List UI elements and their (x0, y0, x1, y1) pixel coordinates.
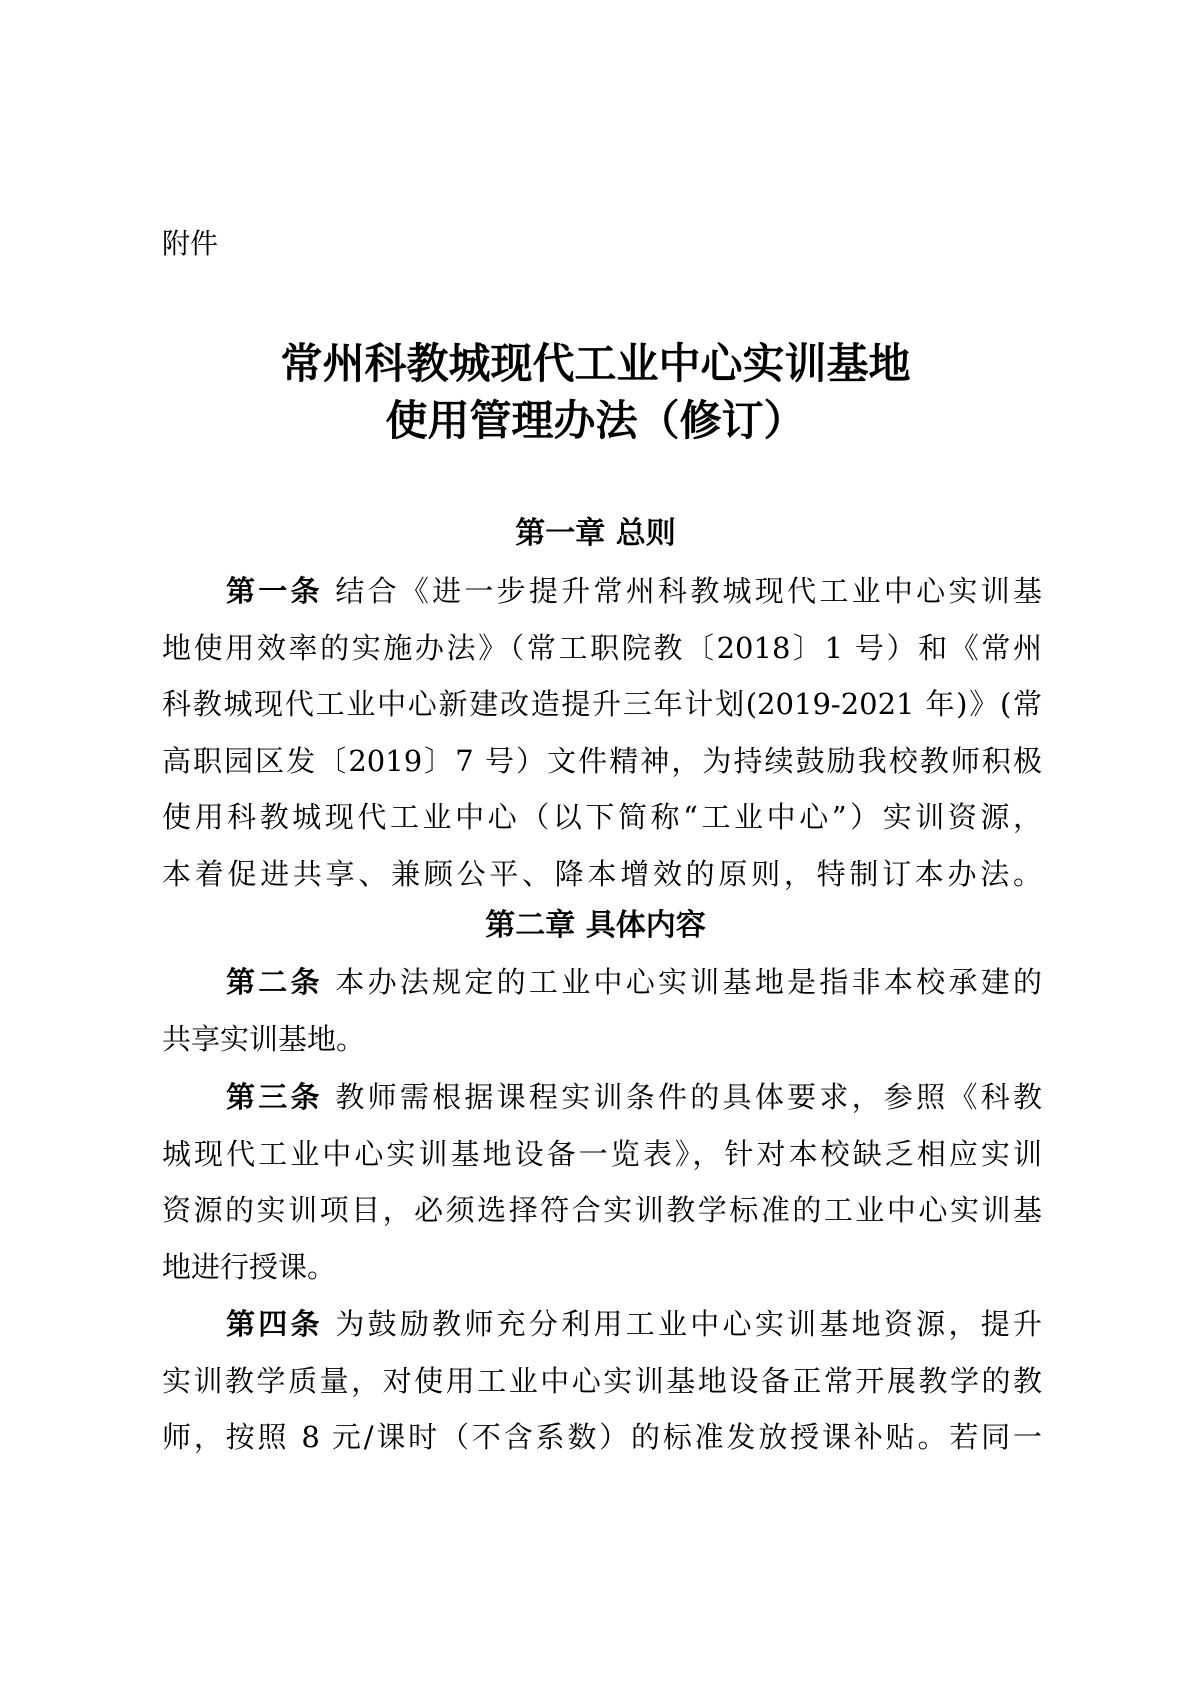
document-title-line-1: 常州科教城现代工业中心实训基地 (280, 339, 911, 388)
article-3-text-1: 教师需根据课程实训条件的具体要求，参照《科教 (335, 1080, 1042, 1114)
article-3-line-3: 资源的实训项目，必须选择符合实训教学标准的工业中心实训基 (162, 1193, 1042, 1227)
article-4-line-2: 实训教学质量，对使用工业中心实训基地设备正常开展教学的教 (162, 1363, 1042, 1398)
article-1-line-3: 科教城现代工业中心新建改造提升三年计划(2019-2021 年)》(常 (162, 687, 1042, 721)
article-3-line-4: 地进行授课。 (162, 1249, 337, 1284)
article-4 (162, 1296, 1042, 1466)
article-2-line-1 (162, 954, 1042, 1011)
article-1-line-1 (162, 563, 1042, 620)
article-4-lead: 第四条 (226, 1307, 323, 1341)
article-1-line-4: 高职园区发〔2019〕7 号）文件精神，为持续鼓励我校教师积极 (162, 743, 1042, 778)
article-3-lead: 第三条 (226, 1080, 323, 1114)
article-2 (162, 954, 1042, 1067)
article-1-lead: 第一条 (226, 574, 323, 608)
chapter-2-heading: 第二章 具体内容 (485, 908, 706, 943)
article-1-line-5: 使用科教城现代工业中心（以下简称“工业中心”）实训资源， (162, 800, 1042, 834)
article-4-line-3: 师，按照 8 元/课时（不含系数）的标准发放授课补贴。若同一 (162, 1420, 1042, 1454)
article-1-text-1: 结合《进一步提升常州科教城现代工业中心实训基 (335, 574, 1042, 608)
document-title-line-2: 使用管理办法（修订） (385, 396, 806, 445)
article-4-text-1: 为鼓励教师充分利用工业中心实训基地资源，提升 (335, 1307, 1042, 1341)
article-3-line-1 (162, 1069, 1042, 1126)
article-1 (162, 563, 1042, 902)
article-1-line-2: 地使用效率的实施办法》（常工职院教〔2018〕1 号）和《常州 (162, 630, 1042, 665)
article-2-lead: 第二条 (226, 965, 323, 999)
article-4-line-1 (162, 1296, 1042, 1353)
article-3-line-2: 城现代工业中心实训基地设备一览表》，针对本校缺乏相应实训 (162, 1136, 1042, 1171)
article-2-text-1: 本办法规定的工业中心实训基地是指非本校承建的 (335, 965, 1042, 999)
article-3 (162, 1069, 1042, 1295)
article-2-line-2: 共享实训基地。 (162, 1021, 366, 1056)
chapter-1-heading: 第一章 总则 (515, 516, 676, 551)
article-1-line-6: 本着促进共享、兼顾公平、降本增效的原则，特制订本办法。 (162, 856, 1042, 891)
attachment-label: 附件 (162, 227, 219, 260)
